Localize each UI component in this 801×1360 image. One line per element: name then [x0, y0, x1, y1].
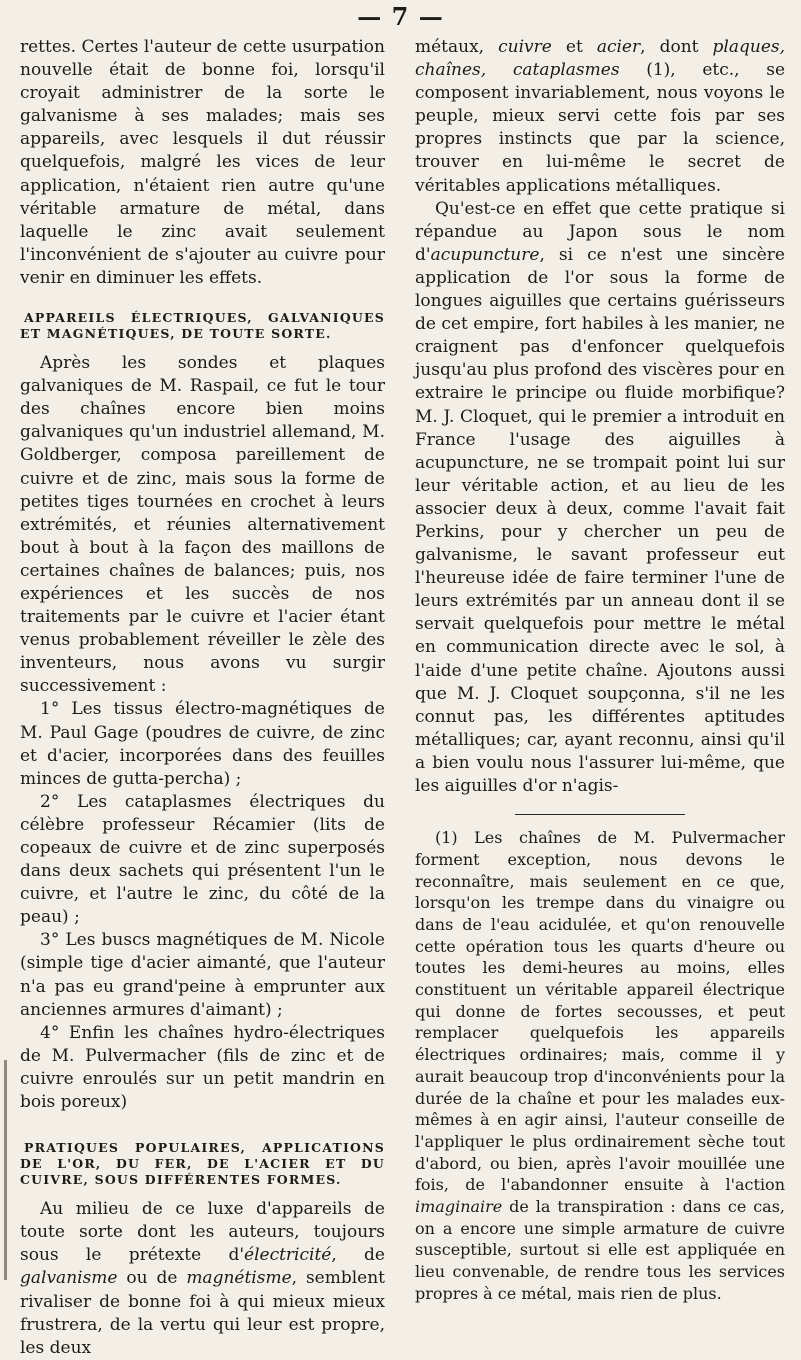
text-run: Qu'est-ce en effet que cette pratique si répandue au Japon sous le nom d' — [415, 198, 785, 265]
binding-edge-mark — [4, 1060, 7, 1280]
italic-term: électricité — [244, 1245, 332, 1266]
footnote-divider — [515, 814, 685, 815]
italic-term: imaginaire — [415, 1197, 503, 1217]
paragraph — [20, 1198, 385, 1360]
list-item: 4° Enfin les chaînes hydro-électriques de M. Pulvermacher (fils de zinc et de cuivre enroulés sur un petit mandrin en bois poreux) — [20, 1022, 385, 1113]
text-run: de la transpiration : dans ce cas, on a encore une simple armature de cuivre susceptible, surtout si elle est appliquée en lieu convenable, de rendre tous les services propres à ce métal, mais rien de plus. — [415, 1197, 785, 1303]
paragraph — [415, 36, 785, 198]
italic-term: cuivre — [498, 37, 552, 57]
section-heading: PRATIQUES POPULAIRES, APPLICATIONS DE L'OR, DU FER, DE L'ACIER ET DU CUIVRE, SOUS DIFFÉRENTES FORMES. — [20, 1140, 385, 1188]
paragraph: rettes. Certes l'auteur de cette usurpation nouvelle était de bonne foi, lorsqu'il croyait administrer de la sorte le galvanisme à ses malades; mais ses appareils, avec lesquels il dut réussir quelquefois, malgré les vices de leur application, n'étaient rien autre qu'une véritable armature de métal, dans laquelle le zinc avait seulement l'inconvénient de s'ajouter au cuivre pour venir en diminuer les effets. — [20, 37, 385, 288]
text-run: métaux, — [415, 37, 499, 57]
text-run: (1) Les chaînes de M. Pulvermacher forment exception, nous devons le reconnaître, mais seulement en ce que, lorsqu'on les trempe dans du vinaigre ou dans de l'eau acidulée, et qu'on renouvelle cette opération tous les quarts d'heure ou toutes les demi-heures au moins, elles constituent un véritable appareil électrique qui donne de fortes secousses, et peut remplacer quelquefois les appareils électriques ordinaires; mais, comme il y aurait beaucoup trop d'inconvénients pour la durée de la chaîne et pour les malades eux-mêmes à en agir ainsi, l'auteur conseille de l'appliquer le plus ordinairement sèche tout d'abord, ou bien, après l'avoir mouillée une fois, de l'abandonner ensuite à l'action — [415, 828, 785, 1195]
italic-term: acier — [596, 37, 641, 57]
text-run: , de — [331, 1245, 385, 1266]
text-run: Au milieu de ce luxe d'appareils de toute sorte dont les auteurs, toujours sous le prétexte d' — [20, 1199, 385, 1266]
italic-term: plaques, chaînes, cataplasmes — [415, 37, 786, 81]
list-item: 2° Les cataplasmes électriques du célèbre professeur Récamier (lits de copeaux de cuivre et de zinc superposés dans deux sachets qui présentent l'un le cuivre, et l'autre le zinc, du côté de la peau) ; — [20, 791, 385, 928]
text-run: , si ce n'est une sincère application de l'or sous la forme de longues aiguilles que certains guérisseurs de cet empire, fort habiles à les manier, ne craignent pas d'enfoncer quelquefois jusqu'au plus profond des viscères pour en extraire le principe ou fluide morbifique? M. J. Cloquet, qui le premier a introduit en France l'usage des aiguilles à acupuncture, ne se trompait point lui sur leur véritable action, et au lieu de les associer deux à deux, comme l'avait fait Perkins, pour y chercher un peu de galvanisme, le savant professeur eut l'heureuse idée de faire terminer l'une de leurs extrémités par un anneau dont il se servait quelquefois pour mettre le métal en communication directe avec le sol, à l'aide d'une petite chaîne. Ajoutons aussi que M. J. Cloquet soupçonna, s'il ne les connut pas, les différentes aptitudes métalliques; car, ayant reconnu, ainsi qu'il a bien voulu nous l'assurer lui-même, que les aiguilles d'or n'agis- — [415, 244, 785, 796]
italic-term: acupuncture — [430, 244, 540, 265]
section-heading: APPAREILS ÉLECTRIQUES, GALVANIQUES ET MAGNÉTIQUES, DE TOUTE SORTE. — [20, 310, 385, 342]
left-column — [20, 36, 385, 1360]
text-run: et — [551, 37, 597, 57]
paragraph: Après les sondes et plaques galvaniques de M. Raspail, ce fut le tour des chaînes encore bien moins galvaniques qu'un industriel allemand, M. Goldberger, composa pareillement de cuivre et de zinc, mais sous la forme de petites tiges tournées en crochet à leurs extrémités, et réunies alternativement bout à bout à la façon des maillons de certaines chaînes de balances; puis, nos expériences et les succès de nos traitements par le cuivre et l'acier étant venus probablement réveiller le zèle des inventeurs, nous avons vu surgir successivement : — [20, 353, 385, 697]
list-item: 1° Les tissus électro-magnétiques de M. Paul Gage (poudres de cuivre, de zinc et d'acier, incorporées dans des feuilles minces de gutta-percha) ; — [20, 699, 385, 789]
text-run: ou de — [117, 1268, 187, 1289]
italic-term: magnétisme — [186, 1268, 292, 1289]
text-run: (1), etc., se composent invariablement, nous voyons le peuple, mieux servi cette fois par ses propres instincts que par la science, trouver en lui-même le secret de véritables applications métalliques. — [415, 60, 785, 196]
footnote — [415, 827, 785, 1304]
page-number: — 7 — — [357, 2, 444, 31]
right-column — [415, 36, 785, 1305]
text-run: , dont — [640, 37, 713, 57]
paragraph — [415, 198, 785, 798]
italic-term: galvanisme — [20, 1268, 118, 1289]
text-run: , semblent rivaliser de bonne foi à qui mieux mieux frustrera, de la vertu qui leur est propre, les deux — [20, 1268, 386, 1358]
list-item: 3° Les buscs magnétiques de M. Nicole (simple tige d'acier aimanté, que l'auteur n'a pas eu grand'peine à emprunter aux anciennes armures d'aimant) ; — [20, 930, 385, 1020]
